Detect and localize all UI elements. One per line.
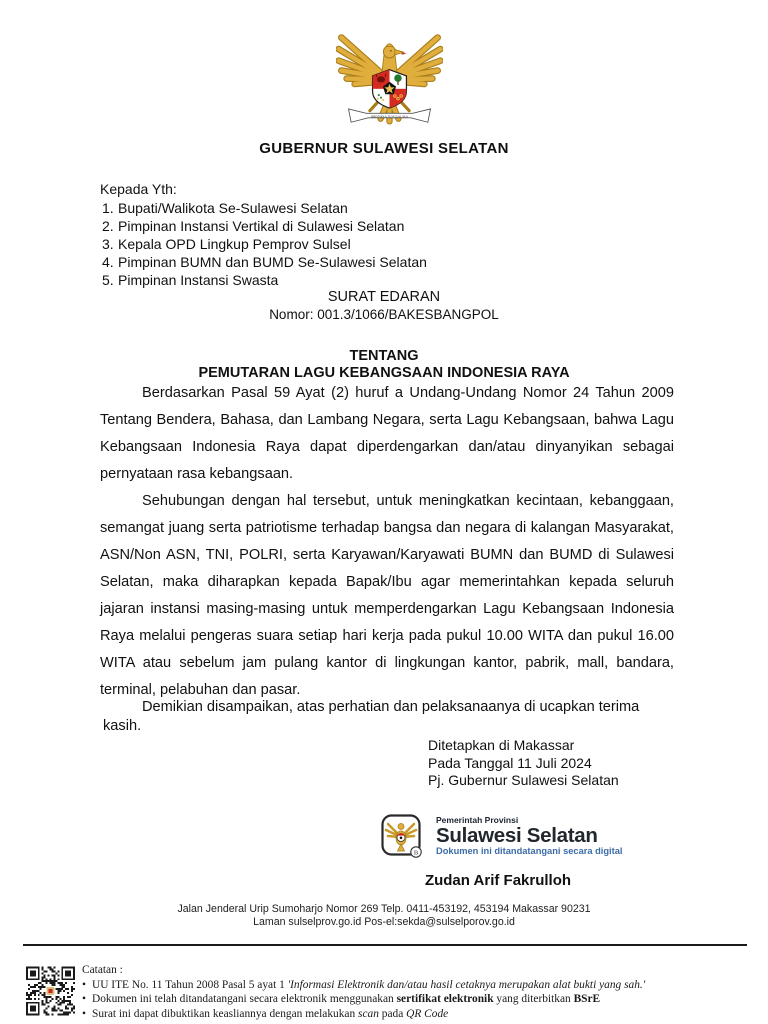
stamp-garuda-icon [381, 814, 423, 859]
qr-code [26, 966, 75, 1016]
paragraph-2: Sehubungan dengan hal tersebut, untuk meningkatkan kecintaan, kebanggaan, semangat juang serta patriotisme terhadap bangsa dan negara di kalangan Masyarakat, ASN/Non ASN, TNI, POLRI, serta Karyawan/Karyawati BUMN dan BUMD di Sulawesi Selatan, maka diharapkan kepada Bapak/Ibu agar memerintahkan kepada seluruh jajaran instansi masing-masing untuk memperdengarkan Lagu Kebangsaan Indonesia Raya melalui pengeras suara setiap hari kerja pada pukul 10.00 WITA dan pukul 16.00 WITA atau sebelum jam pulang kantor di lingkungan kantor, pabrik, mall, bandara, terminal, pelabuhan dan pasar. [100, 493, 674, 698]
signer-name: Zudan Arif Fakrulloh [424, 872, 572, 889]
signature-block [428, 737, 728, 790]
signature-place: Ditetapkan di Makassar [428, 737, 575, 753]
recipient-number: 2. [102, 218, 114, 234]
catatan-bullet-3 [82, 1007, 754, 1022]
stamp-text [436, 814, 623, 857]
recipient-number: 3. [102, 236, 114, 252]
bullet-3-prefix: Surat ini dapat dibuktikan keasliannya dengan melakukan [92, 1008, 359, 1021]
bsre-badge-letter: B [413, 849, 419, 857]
closing-line-1: Demikian disampaikan, atas perhatian dan pelaksanaanya di ucapkan terima [142, 699, 640, 715]
bullet-2-prefix: Dokumen ini telah ditandatangani secara elektronik menggunakan [92, 993, 397, 1006]
closing-line-2: kasih. [103, 718, 142, 734]
signature-position: Pj. Gubernur Sulawesi Selatan [428, 772, 619, 788]
about-title: PEMUTARAN LAGU KEBANGSAAN INDONESIA RAYA [198, 365, 570, 381]
address-line-1: Jalan Jenderal Urip Sumoharjo Nomor 269 Telp. 0411-453192, 453194 Makassar 90231 [177, 903, 591, 915]
stamp-government-label: Pemerintah Provinsi [436, 815, 519, 825]
signature-date: Pada Tanggal 11 Juli 2024 [428, 754, 592, 771]
recipient-text: Pimpinan BUMN dan BUMD Se-Sulawesi Selatan [118, 254, 427, 270]
recipient-item [100, 271, 580, 289]
bullet-3-mid: pada [378, 1008, 407, 1021]
salutation: Kepada Yth: [100, 181, 177, 197]
footer-divider [23, 944, 747, 946]
document-type: SURAT EDARAN [327, 289, 441, 305]
bullet-1-prefix: UU ITE No. 11 Tahun 2008 Pasal 5 ayat 1 [92, 978, 288, 991]
about-label: TENTANG [349, 348, 419, 364]
document-number: Nomor: 001.3/1066/BAKESBANGPOL [269, 307, 499, 322]
subject-title-block [0, 348, 768, 382]
emblem-motto-text: BHINNEKA TUNGGAL IKA [371, 114, 408, 119]
recipient-number: 5. [102, 272, 114, 288]
catatan-block [82, 963, 754, 1022]
paragraph-1: Berdasarkan Pasal 59 Ayat (2) huruf a Undang-Undang Nomor 24 Tahun 2009 Tentang Bendera, Bahasa, dan Lambang Negara, serta Lagu Kebangsaan, bahwa Lagu Kebangsaan Indonesia Raya dapat diperdengarkan dan/atau dinyanyikan sebagai pernyataan rasa kebangsaan. [100, 385, 674, 482]
recipient-text: Pimpinan Instansi Swasta [118, 272, 279, 288]
catatan-title: Catatan : [82, 964, 123, 976]
garuda-pancasila-emblem [336, 22, 443, 128]
recipient-item [100, 235, 580, 253]
bullet-1-italic: 'Informasi Elektronik dan/atau hasil cetaknya merupakan alat bukti yang sah.' [287, 978, 646, 991]
recipient-text: Kepala OPD Lingkup Pemprov Sulsel [118, 236, 351, 252]
catatan-bullet-1-text [92, 978, 645, 993]
recipient-number: 1. [102, 200, 114, 216]
bullet-2-bold-2: BSrE [573, 993, 601, 1006]
digital-signature-stamp [381, 814, 623, 859]
recipient-number: 4. [102, 254, 114, 270]
recipient-item [100, 199, 580, 217]
recipient-item [100, 253, 580, 271]
stamp-province-name: Sulawesi Selatan [436, 824, 598, 847]
recipient-block [100, 180, 580, 289]
subject-block [0, 288, 768, 323]
bullet-icon: • [82, 978, 86, 991]
closing-paragraph [100, 698, 674, 736]
recipient-item [100, 217, 580, 235]
catatan-bullet-3-text [92, 1007, 448, 1022]
bullet-icon: • [82, 1008, 86, 1021]
recipient-text: Pimpinan Instansi Vertikal di Sulawesi Selatan [118, 218, 405, 234]
catatan-bullet-2-text [92, 992, 600, 1007]
bullet-3-italic-2: QR Code [406, 1008, 449, 1021]
stamp-digital-note: Dokumen ini ditandatangani secara digital [436, 846, 623, 856]
garuda-icon [336, 22, 443, 128]
bullet-icon: • [82, 993, 86, 1006]
catatan-bullet-1 [82, 978, 754, 993]
recipient-text: Bupati/Walikota Se-Sulawesi Selatan [118, 200, 348, 216]
office-address [0, 903, 768, 928]
bullet-2-bold-1: sertifikat elektronik [396, 993, 494, 1006]
bullet-2-mid: yang diterbitkan [493, 993, 574, 1006]
address-line-2: Laman sulselprov.go.id Pos-el:sekda@sulselporov.go.id [253, 915, 515, 928]
catatan-bullet-2 [82, 992, 754, 1007]
page-title: GUBERNUR SULAWESI SELATAN [259, 140, 509, 157]
bullet-3-italic-1: scan [358, 1008, 379, 1021]
